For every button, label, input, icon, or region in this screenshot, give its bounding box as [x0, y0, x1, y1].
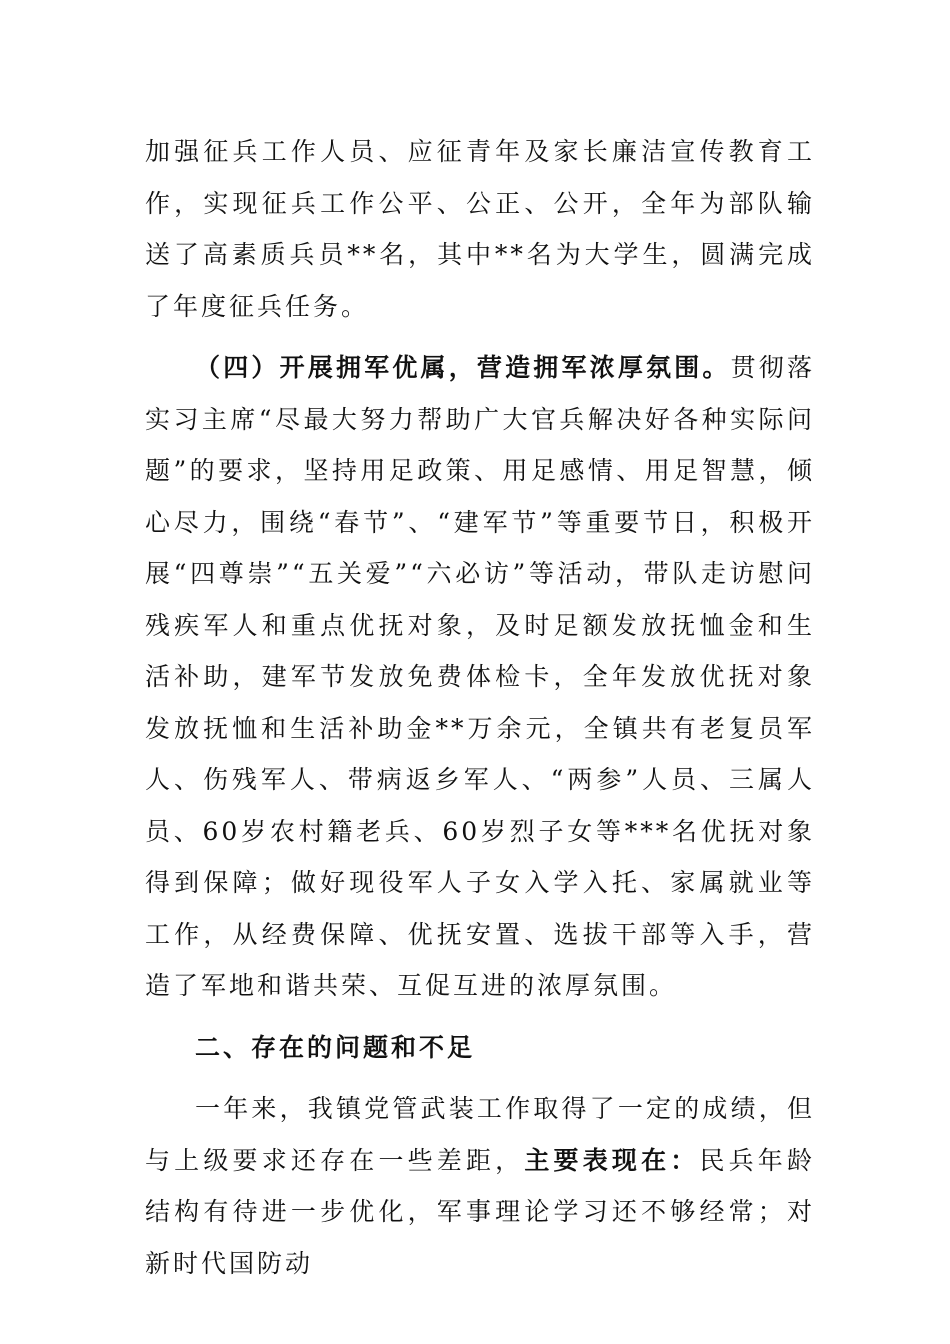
paragraph-problems-text-b: 民兵年龄结构有待进一步优化，军事理论学习还不够经常；对新时代国防动: [145, 1145, 815, 1278]
section-heading-problems: 二、存在的问题和不足: [195, 1032, 476, 1062]
paragraph-gap: [145, 332, 815, 342]
paragraph-conscription-text: 加强征兵工作人员、应征青年及家长廉洁宣传教育工作，实现征兵工作公平、公正、公开，全年为部队输送了高素质兵员**名，其中**名为大学生，圆满完成了年度征兵任务。: [145, 137, 815, 321]
paragraph-problems-text-a: 一年来，我镇党管武装工作取得了一定的成绩，但与上级要求还存在一些差距，: [145, 1094, 815, 1175]
paragraph-problems-bold: 主要表现在：: [524, 1145, 700, 1175]
document-page: [145, 126, 815, 1289]
paragraph-support-military: [145, 342, 815, 1012]
paragraph-support-military-text: 贯彻落实习主席“尽最大努力帮助广大官兵解决好各种实际问题”的要求，坚持用足政策、用足感情、用足智慧，倾心尽力，围绕“春节”、“建军节”等重要节日，积极开展“四尊崇”“五关爱”“六必访”等活动，带队走访慰问残疾军人和重点优抚对象，及时足额发放抚恤金和生活补助，建军节发放免费体检卡，全年发放优抚对象发放抚恤和生活补助金**万余元，全镇共有老复员军人、伤残军人、带病返乡军人、“两参”人员、三属人员、60岁农村籍老兵、60岁烈子女等***名优抚对象得到保障；做好现役军人子女入学入托、家属就业等工作，从经费保障、优抚安置、选拔干部等入手，营造了军地和谐共荣、互促互进的浓厚氛围。: [145, 353, 815, 1000]
paragraph-gap: [145, 1073, 815, 1083]
subsection-heading: （四）开展拥军优属，营造拥军浓厚氛围。: [195, 353, 731, 382]
paragraph-gap: [145, 1012, 815, 1022]
paragraph-conscription: [145, 126, 815, 332]
paragraph-problems: [145, 1083, 815, 1289]
